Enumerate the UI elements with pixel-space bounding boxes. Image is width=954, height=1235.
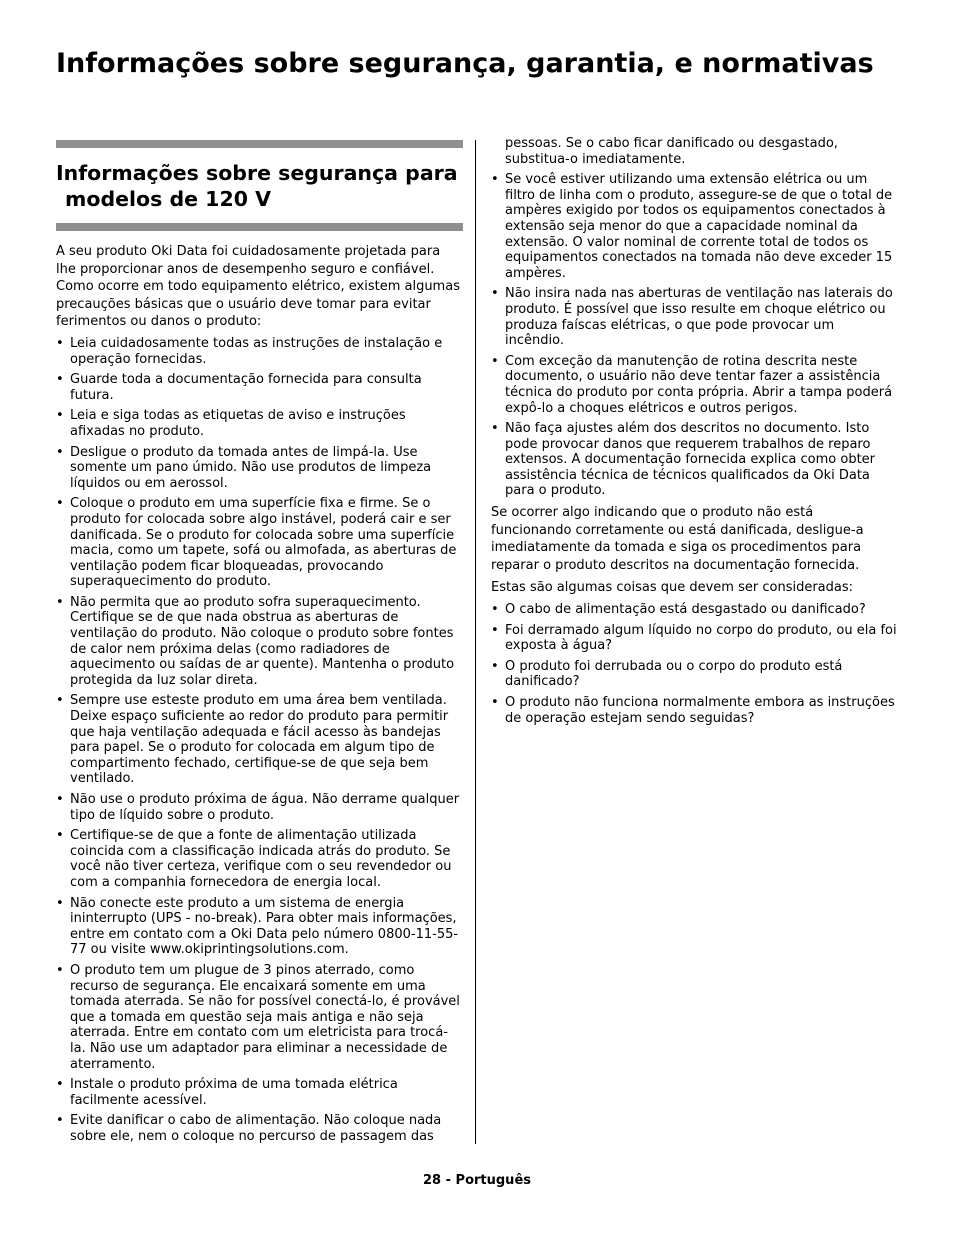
list-item: • Não faça ajustes além dos descritos no documento. Isto pode provocar danos que requerem trabalhos de reparo extensos. A documentação fornecida explica como obter assistência técnica de técnicos qualificados da Oki Data para o produto.	[491, 421, 897, 499]
section-title-line2: modelos de 120 V	[65, 187, 271, 211]
section-top-rule	[56, 140, 463, 148]
column-divider	[475, 140, 476, 1144]
list-item: • Sempre use esteste produto em uma área bem ventilada. Deixe espaço suficiente ao redor do produto para permitir que haja ventilação adequada e fácil acesso às bandejas para papel. Se o produto for colocada em algum tipo de compartimento fechado, certifique-se de que seja bem ventilado.	[56, 693, 463, 787]
list-item: • Guarde toda a documentação fornecida para consulta futura.	[56, 372, 463, 403]
right-column	[491, 136, 897, 731]
list-item: • Leia e siga todas as etiquetas de aviso e instruções afixadas no produto.	[56, 408, 463, 439]
list-item: • Não conecte este produto a um sistema de energia ininterrupto (UPS - no-break). Para obter mais informações, entre em contato com a Oki Data pelo número 0800-11-55-77 ou visite www.okiprintingsolutions.com.	[56, 896, 463, 958]
considerations-intro: Estas são algumas coisas que devem ser consideradas:	[491, 580, 854, 596]
section-title	[56, 160, 463, 212]
list-item: • O produto tem um plugue de 3 pinos aterrado, como recurso de segurança. Ele encaixará somente em uma tomada aterrada. Se não for possível conectá-lo, é provável que a tomada em questão seja mais antiga e não seja aterrada. Entre em contato com um eletricista para trocá-la. Não use um adaptador para eliminar a necessidade de aterramento.	[56, 963, 463, 1072]
list-item: • Se você estiver utilizando uma extensão elétrica ou um filtro de linha com o produto, assegure-se de que o total de ampères exigido por todos os equipamentos conectados à extensão seja menor do que a capacidade nominal da extensão. O valor nominal de corrente total de todos os equipamentos conectados na tomada não deve exceder 15 ampères.	[491, 172, 897, 281]
left-column	[56, 140, 463, 1149]
intro-paragraph: A seu produto Oki Data foi cuidadosamente projetada para lhe proporcionar anos de desempenho seguro e confiável. Como ocorre em todo equipamento elétrico, existem algumas precauções básicas que o usuário deve tomar para evitar ferimentos ou danos o produto:	[56, 244, 460, 330]
list-item: • Leia cuidadosamente todas as instruções de instalação e operação fornecidas.	[56, 336, 463, 367]
page-footer: 28 - Português	[423, 1173, 531, 1188]
section-bottom-rule	[56, 223, 463, 231]
list-item: • Evite danificar o cabo de alimentação. Não coloque nada sobre ele, nem o coloque no percurso de passagem das	[56, 1113, 463, 1144]
list-item: • Instale o produto próxima de uma tomada elétrica facilmente acessível.	[56, 1077, 463, 1108]
list-item: • Não insira nada nas aberturas de ventilação nas laterais do produto. É possível que isso resulte em choque elétrico ou produza faíscas elétricas, o que pode provocar um incêndio.	[491, 286, 897, 348]
safety-list-left	[56, 336, 463, 1145]
list-item: • Foi derramado algum líquido no corpo do produto, ou ela foi exposta à água?	[491, 623, 897, 654]
list-item: • Não permita que ao produto sofra superaquecimento. Certifique se de que nada obstrua as aberturas de ventilação do produto. Não coloque o produto sobre fontes de calor nem próxima delas (como radiadores de aquecimento ou saídas de ar quente). Mantenha o produto protegida da luz solar direta.	[56, 595, 463, 689]
list-item: • O cabo de alimentação está desgastado ou danificado?	[491, 602, 897, 618]
list-item: • Certifique-se de que a fonte de alimentação utilizada coincida com a classificação indicada atrás do produto. Se você não tiver certeza, verifique com o seu revendedor ou com a companhia fornecedora de energia local.	[56, 828, 463, 890]
page-title: Informações sobre segurança, garantia, e normativas	[56, 48, 874, 79]
section-title-line1: Informações sobre segurança para	[56, 161, 458, 185]
list-item: • O produto não funciona normalmente embora as instruções de operação estejam sendo seguidas?	[491, 695, 897, 726]
list-item: • O produto foi derrubada ou o corpo do produto está danificado?	[491, 659, 897, 690]
list-item-continuation: pessoas. Se o cabo ficar danificado ou desgastado, substitua-o imediatamente.	[505, 136, 838, 167]
list-item: • Coloque o produto em uma superfície fixa e firme. Se o produto for colocada sobre algo instável, poderá cair e ser danificada. Se o produto for colocada sobre uma superfície macia, como um tapete, sofá ou almofada, as aberturas de ventilação podem ficar bloqueadas, provocando superaquecimento do produto.	[56, 496, 463, 590]
considerations-list	[491, 602, 897, 726]
list-item: • Não use o produto próxima de água. Não derrame qualquer tipo de líquido sobre o produto.	[56, 792, 463, 823]
list-item: • Desligue o produto da tomada antes de limpá-la. Use somente um pano úmido. Não use produtos de limpeza líquidos ou em aerossol.	[56, 445, 463, 492]
list-item: • Com exceção da manutenção de rotina descrita neste documento, o usuário não deve tentar fazer a assistência técnica do produto por conta própria. Abrir a tampa poderá expô-lo a choques elétricos e outros perigos.	[491, 354, 897, 416]
safety-list-right	[491, 136, 897, 499]
malfunction-paragraph: Se ocorrer algo indicando que o produto não está funcionando corretamente ou está danificada, desligue-a imediatamente da tomada e siga os procedimentos para reparar o produto descritos na documentação fornecida.	[491, 505, 864, 573]
